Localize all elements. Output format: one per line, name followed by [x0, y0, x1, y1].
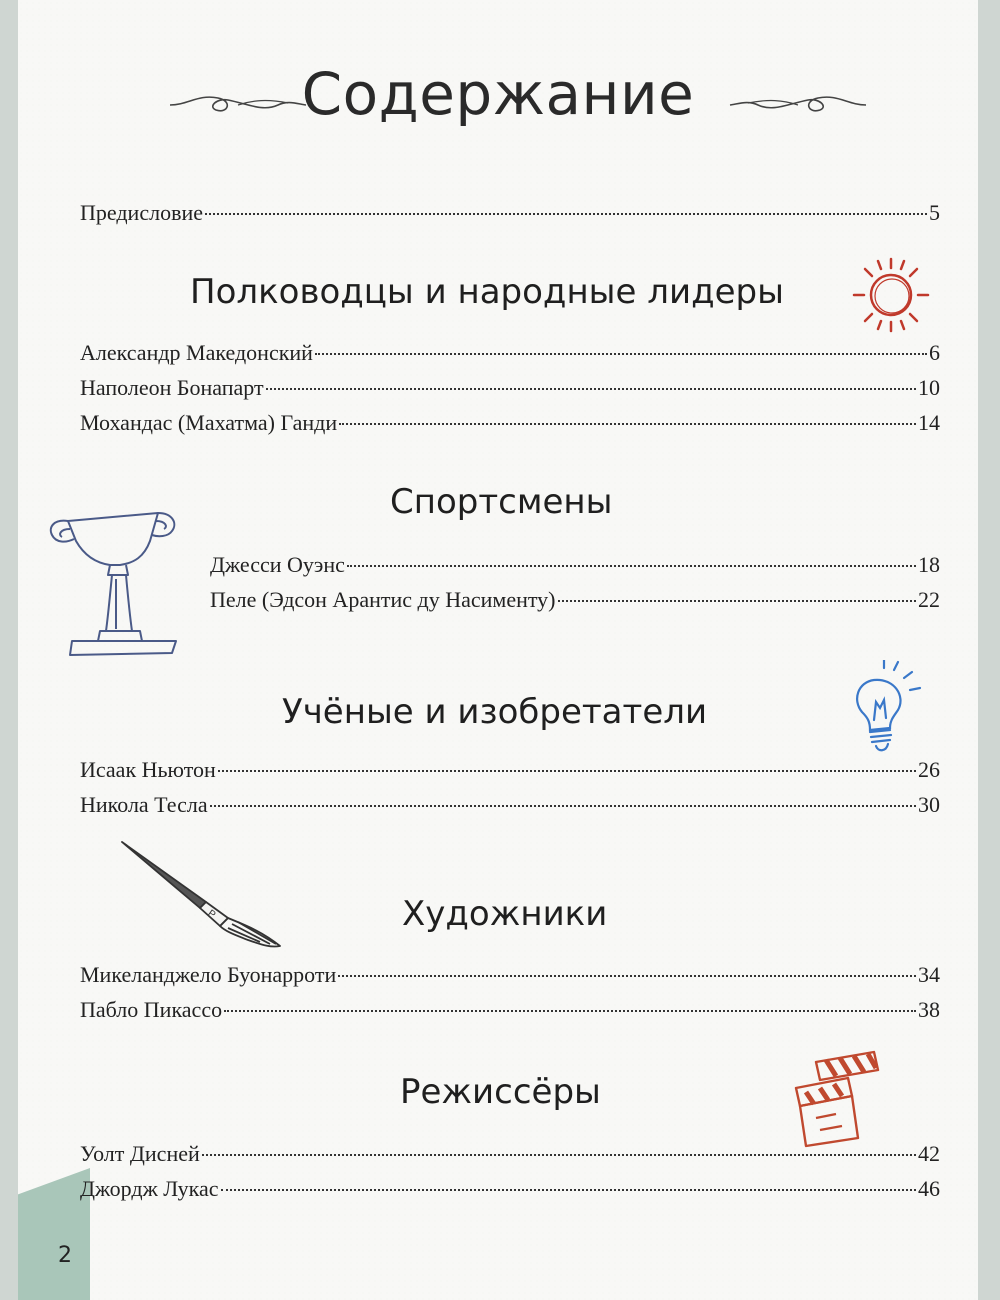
toc-item-label: Александр Македонский — [80, 340, 313, 365]
dot-leader — [558, 600, 916, 602]
toc-item-page: 14 — [918, 410, 940, 435]
toc-item-label: Пабло Пикассо — [80, 997, 223, 1022]
toc-item-label: Исаак Ньютон — [80, 757, 216, 782]
toc-item-label: Мохандас (Махатма) Ганди — [80, 410, 338, 435]
toc-item[interactable] — [210, 552, 940, 578]
section-heading-scientists: Учёные и изобретатели — [282, 692, 708, 732]
clapperboard-icon — [786, 1048, 886, 1148]
right-flourish-icon — [728, 90, 868, 120]
toc-item-page: 26 — [918, 757, 940, 782]
toc-item-label: Пеле (Эдсон Арантис ду Насименту) — [210, 587, 556, 612]
toc-item-page: 18 — [918, 552, 940, 577]
toc-item[interactable] — [80, 375, 940, 401]
svg-text:P: P — [205, 907, 218, 921]
toc-item-preface[interactable] — [80, 200, 940, 226]
toc-item-label: Микеланджело Буонарроти — [80, 962, 337, 987]
dot-leader — [315, 353, 927, 355]
dot-leader — [205, 213, 927, 215]
dot-leader — [338, 975, 916, 977]
toc-item-label: Никола Тесла — [80, 792, 208, 817]
page-title: Содержание — [301, 60, 695, 128]
dot-leader — [210, 805, 916, 807]
section-heading-artists: Художники — [402, 894, 608, 934]
toc-item-page: 6 — [929, 340, 940, 365]
dot-leader — [218, 770, 916, 772]
toc-item-label: Джесси Оуэнс — [210, 552, 345, 577]
dot-leader — [339, 423, 916, 425]
section-heading-leaders: Полководцы и народные лидеры — [190, 272, 784, 312]
section-heading-athletes: Спортсмены — [390, 482, 613, 522]
book-page — [18, 0, 978, 1300]
toc-item-page: 46 — [918, 1176, 940, 1201]
lightbulb-icon — [840, 660, 930, 760]
toc-item[interactable] — [210, 587, 940, 613]
toc-item-page: 5 — [929, 200, 940, 225]
toc-item-page: 30 — [918, 792, 940, 817]
toc-item[interactable] — [80, 757, 940, 783]
toc-item[interactable] — [80, 340, 940, 366]
dot-leader — [202, 1154, 916, 1156]
sun-icon — [846, 255, 936, 335]
toc-item[interactable] — [80, 997, 940, 1023]
paintbrush-icon — [120, 840, 290, 955]
toc-item[interactable] — [80, 1141, 940, 1167]
section-heading-directors: Режиссёры — [400, 1072, 601, 1112]
toc-item-page: 22 — [918, 587, 940, 612]
toc-item[interactable] — [80, 1176, 940, 1202]
trophy-icon — [40, 505, 190, 665]
toc-item-page: 38 — [918, 997, 940, 1022]
toc-item-label: Наполеон Бонапарт — [80, 375, 264, 400]
toc-item[interactable] — [80, 410, 940, 436]
toc-item-label: Уолт Дисней — [80, 1141, 200, 1166]
toc-item-page: 10 — [918, 375, 940, 400]
dot-leader — [266, 388, 916, 390]
page-number: 2 — [58, 1243, 72, 1268]
toc-item[interactable] — [80, 792, 940, 818]
toc-item-label: Предисловие — [80, 200, 203, 225]
toc-item[interactable] — [80, 962, 940, 988]
dot-leader — [224, 1010, 916, 1012]
toc-item-page: 34 — [918, 962, 940, 987]
dot-leader — [221, 1189, 916, 1191]
dot-leader — [347, 565, 916, 567]
toc-item-label: Джордж Лукас — [80, 1176, 219, 1201]
toc-item-page: 42 — [918, 1141, 940, 1166]
